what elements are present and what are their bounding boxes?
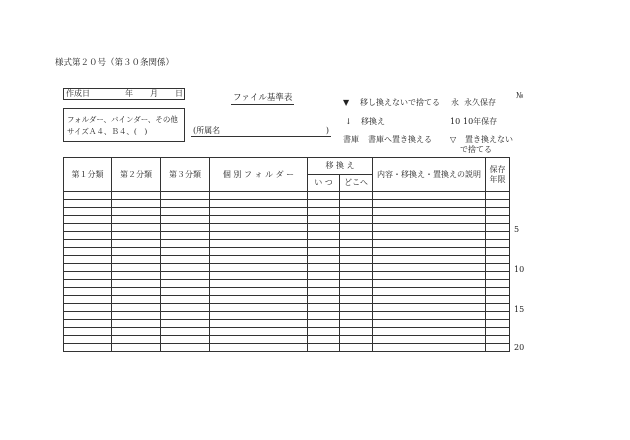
table-cell: [340, 344, 373, 352]
table-cell: [340, 192, 373, 200]
table-cell: [308, 336, 340, 344]
table-row: [64, 232, 510, 240]
table-cell: [210, 320, 308, 328]
table-cell: [340, 312, 373, 320]
table-cell: [64, 280, 112, 288]
table-cell: [373, 200, 486, 208]
legend-discard-mark: ▼: [343, 98, 350, 107]
table-cell: [161, 240, 210, 248]
table-cell: [112, 280, 161, 288]
table-cell: [486, 304, 510, 312]
table-cell: [161, 272, 210, 280]
table-cell: [64, 240, 112, 248]
creation-date-year-label: 年: [125, 89, 133, 98]
legend-ten-year-mark: 10: [450, 117, 461, 126]
table-cell: [64, 232, 112, 240]
table-cell: [161, 296, 210, 304]
table-cell: [112, 272, 161, 280]
table-cell: [161, 232, 210, 240]
table-cell: [486, 216, 510, 224]
table-cell: [308, 304, 340, 312]
table-cell: [112, 328, 161, 336]
table-cell: [486, 336, 510, 344]
file-standard-table: [63, 157, 510, 352]
table-cell: [340, 320, 373, 328]
table-cell: [64, 264, 112, 272]
table-cell: [340, 240, 373, 248]
table-cell: [112, 216, 161, 224]
table-cell: [340, 224, 373, 232]
table-cell: [308, 272, 340, 280]
table-cell: [308, 208, 340, 216]
table-cell: [308, 280, 340, 288]
table-cell: [210, 256, 308, 264]
header-retention-period: [486, 158, 510, 192]
table-row: [64, 224, 510, 232]
table-row: [64, 304, 510, 312]
table-cell: [161, 208, 210, 216]
table-cell: [112, 240, 161, 248]
table-cell: [373, 264, 486, 272]
table-cell: [210, 288, 308, 296]
table-row: [64, 296, 510, 304]
table-cell: [373, 280, 486, 288]
table-cell: [210, 344, 308, 352]
department-close-paren: ): [325, 126, 329, 135]
table-cell: [486, 264, 510, 272]
table-cell: [308, 344, 340, 352]
table-cell: [112, 296, 161, 304]
table-cell: [486, 256, 510, 264]
table-cell: [64, 248, 112, 256]
table-cell: [308, 200, 340, 208]
table-cell: [308, 216, 340, 224]
table-cell: [112, 288, 161, 296]
row-marker-15: 15: [514, 305, 525, 314]
table-cell: [210, 328, 308, 336]
table-cell: [112, 256, 161, 264]
table-cell: [64, 200, 112, 208]
table-cell: [340, 200, 373, 208]
table-cell: [161, 320, 210, 328]
header-transfer-when: い つ: [308, 175, 340, 192]
department-line: [191, 126, 331, 137]
table-cell: [373, 248, 486, 256]
table-cell: [308, 232, 340, 240]
table-cell: [486, 240, 510, 248]
table-cell: [161, 280, 210, 288]
table-cell: [340, 288, 373, 296]
table-cell: [64, 224, 112, 232]
table-row: [64, 248, 510, 256]
table-cell: [161, 336, 210, 344]
table-cell: [340, 256, 373, 264]
table-cell: [340, 232, 373, 240]
header-class-2: 第２分類: [112, 158, 161, 192]
table-cell: [373, 344, 486, 352]
creation-date-box: [63, 88, 185, 100]
table-row: [64, 216, 510, 224]
table-cell: [340, 216, 373, 224]
header-class-3: 第３分類: [161, 158, 210, 192]
table-cell: [161, 344, 210, 352]
form-number: 様式第２０号（第３０条関係）: [55, 58, 175, 68]
table-cell: [112, 312, 161, 320]
table-cell: [308, 224, 340, 232]
table-cell: [112, 304, 161, 312]
department-label: (所属名: [193, 126, 221, 135]
table-cell: [373, 296, 486, 304]
table-cell: [373, 240, 486, 248]
media-size-box: [63, 108, 185, 142]
table-cell: [112, 224, 161, 232]
table-cell: [373, 320, 486, 328]
row-marker-5: 5: [514, 225, 520, 234]
creation-date-day-label: 日: [175, 89, 183, 98]
table-header-row: [64, 158, 510, 175]
table-row: [64, 328, 510, 336]
table-cell: [64, 320, 112, 328]
table-cell: [161, 200, 210, 208]
table-row: [64, 208, 510, 216]
table-cell: [486, 344, 510, 352]
table-cell: [373, 304, 486, 312]
table-body: [64, 192, 510, 352]
table-cell: [112, 192, 161, 200]
table-cell: [373, 232, 486, 240]
table-cell: [340, 248, 373, 256]
table-cell: [210, 200, 308, 208]
table-cell: [308, 248, 340, 256]
table-cell: [210, 224, 308, 232]
table-cell: [210, 216, 308, 224]
table-cell: [64, 304, 112, 312]
legend-permanent-mark: 永: [451, 98, 459, 107]
table-cell: [64, 192, 112, 200]
table-cell: [486, 288, 510, 296]
table-cell: [486, 296, 510, 304]
table-cell: [112, 344, 161, 352]
table-cell: [340, 336, 373, 344]
legend-archive-text: 書庫へ置き換える: [368, 135, 432, 144]
table-cell: [161, 288, 210, 296]
legend-transfer-mark: ↓: [345, 117, 352, 126]
table-cell: [161, 256, 210, 264]
page-title: ファイル基準表: [233, 93, 293, 103]
table-cell: [64, 272, 112, 280]
legend-permanent-text: 永久保存: [464, 98, 496, 107]
table-cell: [373, 272, 486, 280]
table-cell: [210, 248, 308, 256]
header-retention-line-1: 保存: [489, 164, 506, 174]
table-cell: [486, 248, 510, 256]
table-cell: [373, 336, 486, 344]
header-class-1: 第１分類: [64, 158, 112, 192]
table-cell: [64, 288, 112, 296]
legend-ten-year-text: 10年保存: [463, 117, 498, 126]
header-individual-folder: 個 別 フ ォ ル ダ ー: [210, 158, 308, 192]
table-cell: [486, 328, 510, 336]
table-cell: [64, 312, 112, 320]
table-cell: [64, 328, 112, 336]
table-row: [64, 280, 510, 288]
table-cell: [486, 320, 510, 328]
table-cell: [210, 336, 308, 344]
table-cell: [373, 216, 486, 224]
table-cell: [161, 216, 210, 224]
table-cell: [210, 272, 308, 280]
header-transfer-where: どこへ: [340, 175, 373, 192]
table-cell: [210, 304, 308, 312]
table-cell: [308, 320, 340, 328]
table-cell: [64, 296, 112, 304]
table-cell: [161, 312, 210, 320]
table-cell: [64, 336, 112, 344]
table-cell: [64, 216, 112, 224]
table-cell: [308, 296, 340, 304]
table-cell: [308, 264, 340, 272]
table-cell: [486, 208, 510, 216]
table-row: [64, 200, 510, 208]
table-cell: [64, 208, 112, 216]
table-row: [64, 288, 510, 296]
table-cell: [112, 320, 161, 328]
table-cell: [340, 304, 373, 312]
row-marker-20: 20: [514, 343, 525, 352]
table-cell: [486, 280, 510, 288]
table-cell: [373, 208, 486, 216]
legend-no-relocate-mark: ▽: [450, 135, 457, 144]
creation-date-month-label: 月: [150, 89, 158, 98]
table-cell: [210, 208, 308, 216]
number-mark: №: [516, 91, 524, 100]
table-cell: [161, 248, 210, 256]
table-cell: [373, 288, 486, 296]
table-cell: [210, 280, 308, 288]
table-cell: [210, 296, 308, 304]
legend-no-relocate-text-cont: で捨てる: [460, 145, 492, 154]
table-cell: [161, 224, 210, 232]
table-cell: [112, 248, 161, 256]
legend-transfer-text: 移換え: [361, 117, 385, 126]
table-cell: [161, 192, 210, 200]
table-cell: [112, 208, 161, 216]
table-cell: [486, 232, 510, 240]
table-row: [64, 320, 510, 328]
table-cell: [340, 280, 373, 288]
table-cell: [486, 312, 510, 320]
table-row: [64, 336, 510, 344]
header-retention-line-2: 年限: [489, 174, 506, 184]
table-cell: [64, 344, 112, 352]
legend-archive-mark: 書庫: [343, 135, 359, 144]
legend-no-relocate-text: 置き換えない: [465, 135, 513, 144]
table-cell: [210, 192, 308, 200]
header-description: 内容・移換え・置換えの説明: [373, 158, 486, 192]
table-row: [64, 240, 510, 248]
table-cell: [112, 264, 161, 272]
table-row: [64, 264, 510, 272]
table-cell: [210, 232, 308, 240]
row-marker-10: 10: [514, 265, 525, 274]
table-cell: [210, 312, 308, 320]
table-cell: [340, 272, 373, 280]
table-cell: [308, 256, 340, 264]
table-cell: [210, 264, 308, 272]
table-cell: [373, 256, 486, 264]
media-size-text: サイズＡ４、Ｂ４、( ): [67, 127, 148, 136]
table-cell: [340, 208, 373, 216]
table-cell: [161, 328, 210, 336]
table-cell: [308, 288, 340, 296]
table-cell: [486, 272, 510, 280]
table-cell: [64, 256, 112, 264]
table-cell: [373, 192, 486, 200]
table-cell: [112, 336, 161, 344]
table-cell: [308, 192, 340, 200]
header-transfer: 移 換 え: [308, 158, 373, 175]
table-cell: [308, 312, 340, 320]
table-cell: [308, 240, 340, 248]
media-type-text: フォルダー、バインダー、その他: [67, 115, 178, 124]
creation-date-label: 作成日: [66, 89, 90, 98]
table-row: [64, 192, 510, 200]
table-cell: [161, 304, 210, 312]
table-row: [64, 344, 510, 352]
table-cell: [340, 264, 373, 272]
table-cell: [161, 264, 210, 272]
table-cell: [340, 296, 373, 304]
table-cell: [486, 224, 510, 232]
table-cell: [486, 192, 510, 200]
table-cell: [373, 224, 486, 232]
table-cell: [340, 328, 373, 336]
table-row: [64, 256, 510, 264]
table-cell: [373, 328, 486, 336]
table-cell: [308, 328, 340, 336]
table-cell: [210, 240, 308, 248]
table-cell: [112, 232, 161, 240]
table-cell: [112, 200, 161, 208]
table-cell: [486, 200, 510, 208]
legend-discard-text: 移し換えないで捨てる: [360, 98, 440, 107]
table-cell: [373, 312, 486, 320]
table-row: [64, 272, 510, 280]
table-row: [64, 312, 510, 320]
